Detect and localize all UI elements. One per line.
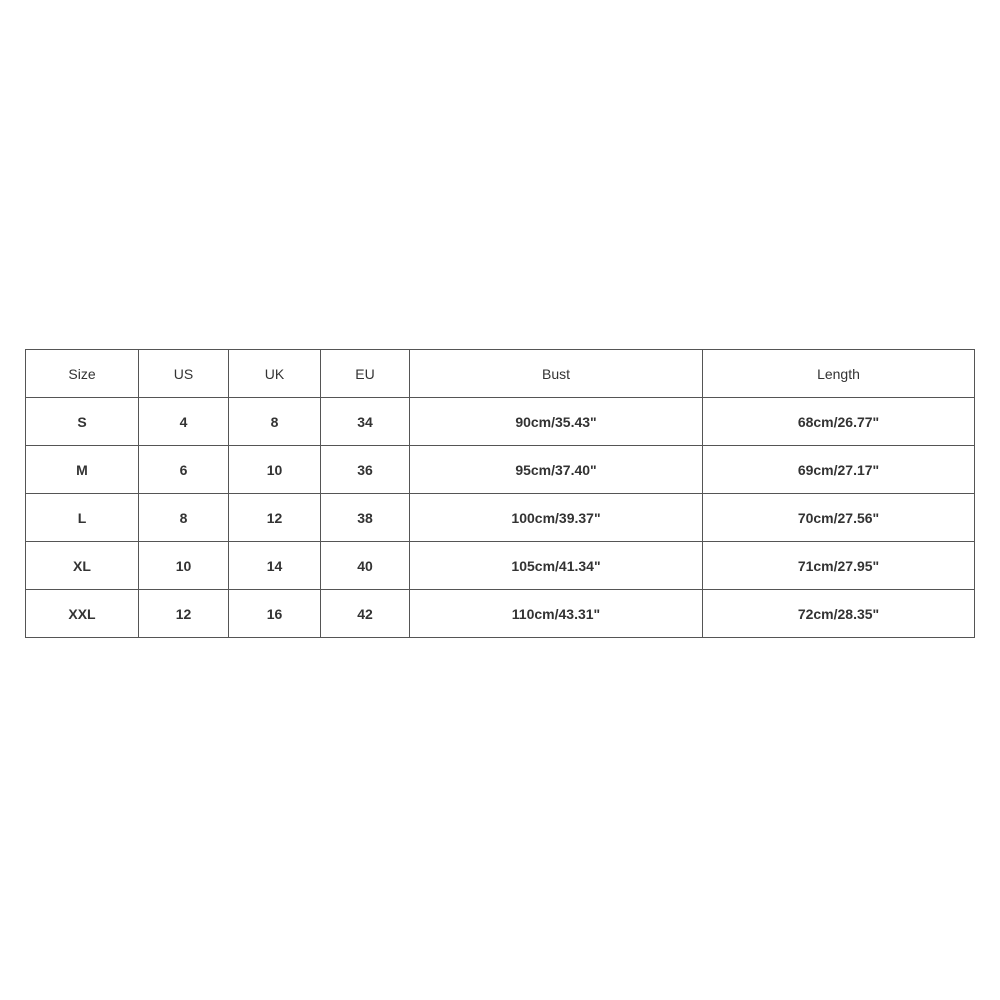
header-us: US bbox=[139, 350, 229, 398]
cell-bust: 95cm/37.40" bbox=[410, 446, 703, 494]
header-bust: Bust bbox=[410, 350, 703, 398]
cell-size: XL bbox=[26, 542, 139, 590]
cell-size: L bbox=[26, 494, 139, 542]
cell-eu: 42 bbox=[321, 590, 410, 638]
header-row bbox=[26, 350, 975, 398]
size-chart-table bbox=[25, 349, 975, 638]
header-uk: UK bbox=[229, 350, 321, 398]
table-row bbox=[26, 446, 975, 494]
cell-us: 6 bbox=[139, 446, 229, 494]
cell-us: 4 bbox=[139, 398, 229, 446]
cell-us: 12 bbox=[139, 590, 229, 638]
table-row bbox=[26, 590, 975, 638]
cell-uk: 8 bbox=[229, 398, 321, 446]
header-length: Length bbox=[703, 350, 975, 398]
table-row bbox=[26, 398, 975, 446]
table-row bbox=[26, 494, 975, 542]
cell-eu: 38 bbox=[321, 494, 410, 542]
cell-bust: 110cm/43.31" bbox=[410, 590, 703, 638]
cell-bust: 90cm/35.43" bbox=[410, 398, 703, 446]
cell-size: M bbox=[26, 446, 139, 494]
table-row bbox=[26, 542, 975, 590]
header-size: Size bbox=[26, 350, 139, 398]
cell-eu: 36 bbox=[321, 446, 410, 494]
cell-eu: 40 bbox=[321, 542, 410, 590]
cell-uk: 14 bbox=[229, 542, 321, 590]
cell-uk: 10 bbox=[229, 446, 321, 494]
cell-us: 8 bbox=[139, 494, 229, 542]
cell-uk: 12 bbox=[229, 494, 321, 542]
cell-length: 72cm/28.35" bbox=[703, 590, 975, 638]
cell-size: S bbox=[26, 398, 139, 446]
cell-us: 10 bbox=[139, 542, 229, 590]
cell-bust: 100cm/39.37" bbox=[410, 494, 703, 542]
cell-uk: 16 bbox=[229, 590, 321, 638]
cell-length: 69cm/27.17" bbox=[703, 446, 975, 494]
cell-length: 70cm/27.56" bbox=[703, 494, 975, 542]
cell-bust: 105cm/41.34" bbox=[410, 542, 703, 590]
cell-length: 68cm/26.77" bbox=[703, 398, 975, 446]
cell-size: XXL bbox=[26, 590, 139, 638]
cell-length: 71cm/27.95" bbox=[703, 542, 975, 590]
header-eu: EU bbox=[321, 350, 410, 398]
cell-eu: 34 bbox=[321, 398, 410, 446]
